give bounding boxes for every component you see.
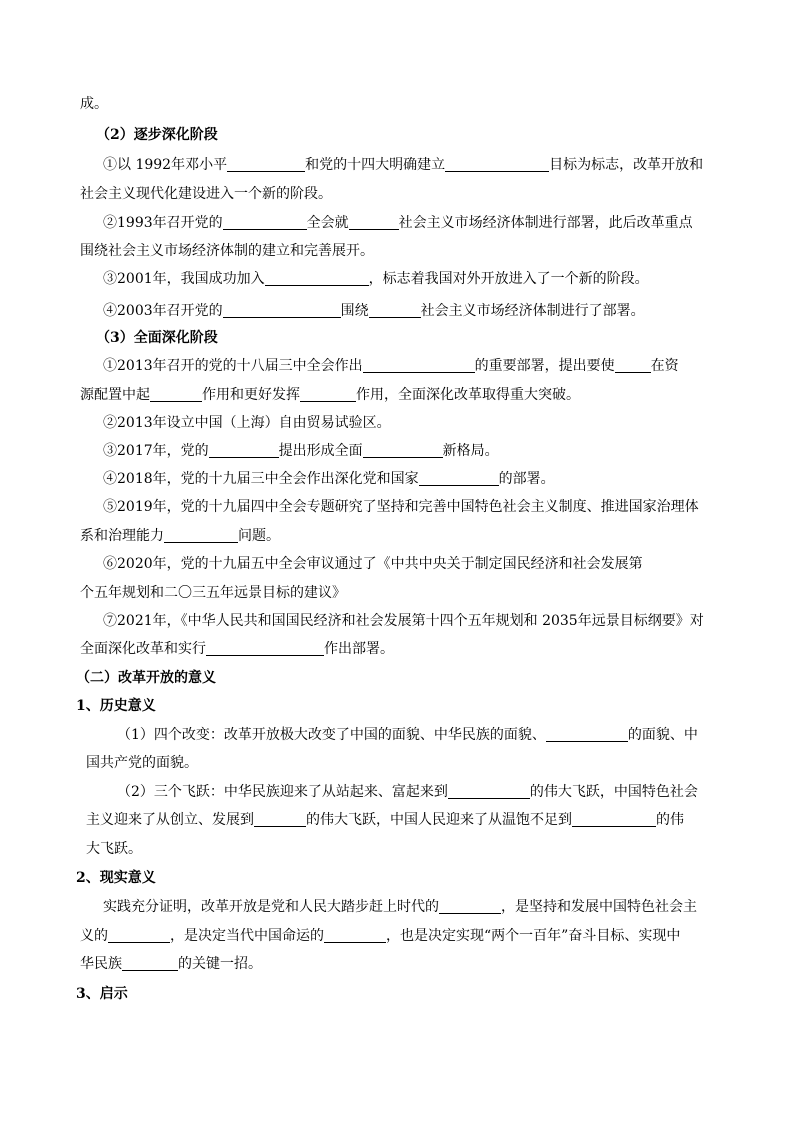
fill-blank[interactable] (572, 812, 656, 827)
text-run: 的伟 (656, 812, 684, 828)
text-run: 1、历史意义 (76, 698, 156, 714)
text-run: 作出部署。 (324, 641, 394, 657)
section-heading (96, 126, 218, 144)
text-line (117, 783, 698, 801)
text-run: 提出形成全面 (278, 443, 363, 459)
fill-blank[interactable] (209, 443, 279, 458)
text-run: 大飞跃。 (86, 841, 142, 857)
text-run: ②1993年召开党的 (103, 215, 223, 231)
text-run: ⑦2021年，《中华人民共和国国民经济和社会发展第十四个五年规划和 2035年远景目标纲要》对 (103, 613, 704, 629)
text-run: 问题。 (238, 528, 280, 544)
section-heading (76, 985, 128, 1003)
text-run: ，是决定当代中国命运的 (170, 928, 324, 944)
text-line (80, 242, 374, 260)
text-run: ⑤2019年，党的十九届四中全会专题研究了坚持和完善中国特色社会主义制度、推进国家治理体 (103, 499, 699, 515)
text-line (103, 156, 703, 174)
text-run: ④2018年，党的十九届三中全会作出深化党和国家 (103, 471, 419, 487)
fill-blank[interactable] (108, 928, 170, 943)
fill-blank[interactable] (227, 157, 305, 172)
fill-blank[interactable] (448, 784, 530, 799)
text-run: 和党的十四大明确建立 (305, 157, 446, 173)
text-run: 全会就 (306, 215, 349, 231)
text-line (86, 840, 142, 858)
text-run: 实践充分证明，改革开放是党和人民大踏步赶上时代的 (103, 899, 439, 915)
text-run: 个五年规划和二〇三五年远景目标的建议》 (80, 585, 346, 601)
text-line (86, 754, 198, 772)
text-run: （3）全面深化阶段 (96, 330, 218, 346)
fill-blank[interactable] (445, 157, 549, 172)
text-line (103, 612, 704, 630)
fill-blank[interactable] (349, 215, 399, 230)
text-run: （2）逐步深化阶段 (96, 127, 218, 143)
section-heading (76, 697, 156, 715)
text-run: 义的 (80, 928, 108, 944)
fill-blank[interactable] (363, 443, 443, 458)
text-line (103, 498, 699, 516)
text-run: 目标为标志，改革开放和 (549, 157, 704, 173)
text-run: 社会主义现代化建设进入一个新的阶段。 (80, 186, 332, 202)
text-run: （1）四个改变：改革开放极大改变了中国的面貌、中华民族的面貌、 (117, 727, 546, 743)
text-line (80, 955, 262, 973)
text-run: 在资 (650, 358, 679, 374)
text-line (80, 640, 394, 658)
text-run: 作用和更好发挥 (202, 387, 300, 403)
text-run: 的重要部署，提出要使 (474, 358, 615, 374)
text-line (103, 555, 643, 573)
text-run: 围绕社会主义市场经济体制的建立和完善展开。 (80, 243, 374, 259)
fill-blank[interactable] (419, 471, 499, 486)
text-line (80, 386, 580, 404)
text-run: ②2013年设立中国（上海）自由贸易试验区。 (103, 415, 391, 431)
fill-blank[interactable] (223, 303, 341, 318)
text-run: 的伟大飞跃，中国人民迎来了从温饱不足到 (306, 812, 572, 828)
text-run: 作用，全面深化改革取得重大突破。 (356, 387, 580, 403)
text-run: 的部署。 (498, 471, 555, 487)
fill-blank[interactable] (324, 928, 386, 943)
text-run: 国共产党的面貌。 (86, 755, 198, 771)
text-run: 成。 (80, 96, 108, 112)
fill-blank[interactable] (439, 899, 501, 914)
text-run: ④2003年召开党的 (103, 303, 223, 319)
text-line (117, 726, 698, 744)
text-line (80, 927, 680, 945)
fill-blank[interactable] (546, 727, 628, 742)
section-heading (76, 869, 156, 887)
text-line (80, 584, 346, 602)
fill-blank[interactable] (369, 303, 421, 318)
text-run: （2）三个飞跃：中华民族迎来了从站起来、富起来到 (117, 784, 448, 800)
text-line (86, 811, 684, 829)
text-run: ③2017年，党的 (103, 443, 209, 459)
text-run: 华民族 (80, 956, 122, 972)
text-line (103, 270, 649, 288)
fill-blank[interactable] (265, 271, 369, 286)
text-run: ①2013年召开的党的十八届三中全会作出 (103, 358, 363, 374)
text-run: ③2001年，我国成功加入 (103, 271, 265, 287)
text-line (103, 302, 645, 320)
text-line (103, 214, 693, 232)
text-run: ⑥2020年，党的十九届五中全会审议通过了《中共中央关于制定国民经济和社会发展第 (103, 556, 643, 572)
fill-blank[interactable] (122, 956, 178, 971)
text-run: 的关键一招。 (178, 956, 262, 972)
text-run: 的伟大飞跃，中国特色社会 (529, 784, 698, 800)
text-line (103, 357, 679, 375)
text-run: ，标志着我国对外开放进入了一个新的阶段。 (368, 271, 649, 287)
text-run: （二）改革开放的意义 (76, 670, 216, 686)
text-run: 围绕 (340, 303, 369, 319)
text-line (80, 527, 280, 545)
section-heading (96, 329, 218, 347)
text-run: 3、启示 (76, 986, 128, 1002)
fill-blank[interactable] (254, 812, 306, 827)
text-run: 全面深化改革和实行 (80, 641, 206, 657)
text-line (103, 414, 391, 432)
fill-blank[interactable] (223, 215, 307, 230)
text-run: ，也是决定实现“两个一百年”奋斗目标、实现中 (386, 928, 681, 944)
text-run: 新格局。 (442, 443, 499, 459)
fill-blank[interactable] (206, 641, 324, 656)
text-run: ①以 1992年邓小平 (103, 157, 228, 173)
text-run: 社会主义市场经济体制进行部署，此后改革重点 (398, 215, 693, 231)
text-line (103, 442, 499, 460)
text-run: 主义迎来了从创立、发展到 (86, 812, 254, 828)
fill-blank[interactable] (150, 387, 202, 402)
text-line (80, 95, 108, 113)
text-run: 社会主义市场经济体制进行了部署。 (420, 303, 645, 319)
fill-blank[interactable] (363, 358, 475, 373)
text-line (80, 185, 332, 203)
text-run: ，是坚持和发展中国特色社会主 (501, 899, 697, 915)
fill-blank[interactable] (615, 358, 651, 373)
text-run: 的面貌、中 (627, 727, 698, 743)
fill-blank[interactable] (164, 528, 238, 543)
text-run: 2、现实意义 (76, 870, 156, 886)
text-run: 源配置中起 (80, 387, 150, 403)
text-run: 系和治理能力 (80, 528, 164, 544)
text-line (103, 898, 697, 916)
fill-blank[interactable] (300, 387, 356, 402)
text-line (103, 470, 555, 488)
section-heading (76, 669, 216, 687)
